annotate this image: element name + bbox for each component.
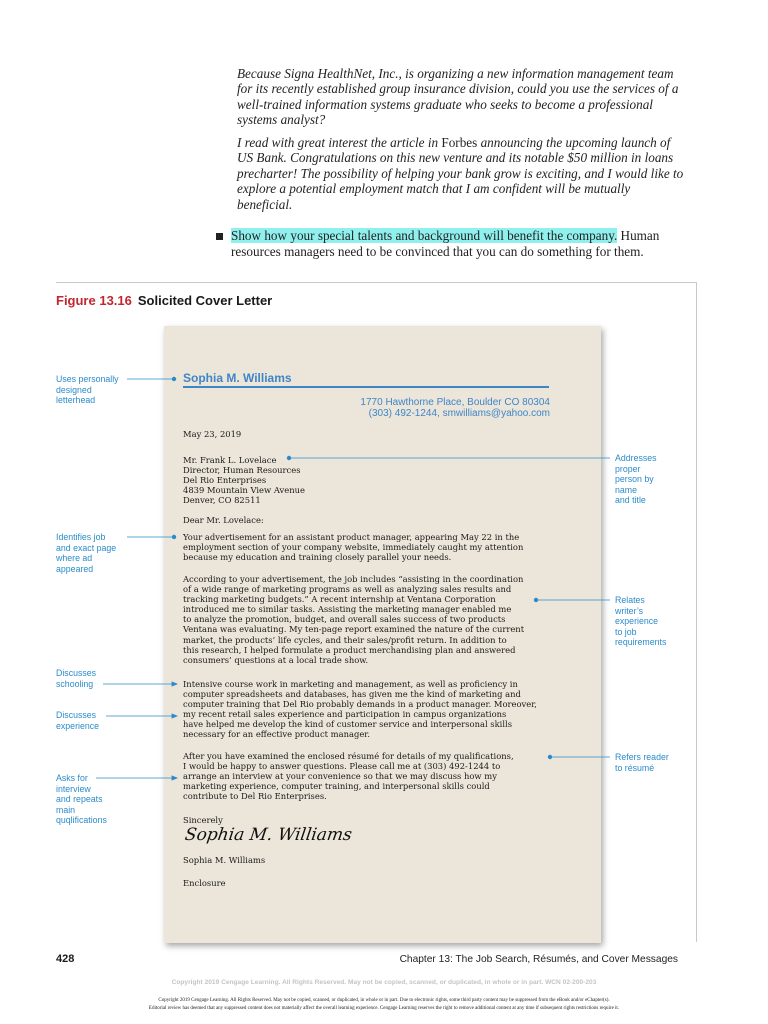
letter-line: consumers’ questions at a local trade show.	[183, 654, 369, 665]
annotation-line: Discusses	[56, 668, 97, 678]
complimentary-close: Sincerely	[183, 815, 223, 825]
annotation-line: person by	[615, 474, 654, 485]
letter-date: May 23, 2019	[183, 429, 242, 439]
connector-dot-relates-experience	[534, 598, 538, 602]
annotation-line: designed	[56, 384, 92, 395]
running-footer-chapter: Chapter 13: The Job Search, Résumés, and Cover Messages	[399, 954, 678, 965]
address-line: Del Rio Enterprises	[183, 475, 267, 486]
enclosure-notation: Enclosure	[183, 878, 226, 888]
letter-line: Intensive course work in marketing and management, as well as proficiency in	[183, 679, 518, 689]
connector-dot-letterhead	[172, 377, 176, 381]
highlighted-text: Show how your special talents and background will benefit the company.	[231, 228, 618, 243]
typed-name: Sophia M. Williams	[183, 855, 266, 865]
letter-line: According to your advertisement, the job includes “assisting in the coordination	[183, 574, 524, 584]
letter-line: this research, I helped formulate a product merchandising plan and answered	[183, 644, 516, 655]
letter-line: Your advertisement for an assistant product manager, appearing May 22 in the	[183, 532, 520, 542]
example-text: I read with great interest the article in	[237, 135, 442, 150]
address-line: Mr. Frank L. Lovelace	[183, 455, 277, 465]
annotation-line: Uses personally	[56, 374, 119, 384]
letter-line: my recent retail sales experience and participation in campus organizations	[183, 709, 507, 720]
annotation-line: Asks for	[56, 773, 88, 783]
letterhead-address: 1770 Hawthorne Place, Boulder CO 80304	[360, 397, 550, 408]
copyright-line: Copyright 2019 Cengage Learning. All Rights Reserved. May not be copied, scanned, or duplicated, in whole or in part. Due to electronic rights, some third party content may be suppressed from the eBook and/or eChapter(s).	[158, 998, 610, 1003]
letter-line: computer training that Del Rio probably demands in a product manager. Moreover,	[183, 699, 537, 710]
connector-arrow-experience	[172, 714, 177, 718]
annotation-line: to job	[615, 626, 637, 637]
annotation-line: appeared	[56, 563, 94, 574]
annotation-line: and title	[615, 495, 646, 506]
address-line: Denver, CO 82511	[183, 495, 261, 506]
bullet-body: Human resources managers need to be convinced that you can do something for them.	[231, 228, 660, 259]
figure-number: Figure 13.16	[56, 293, 132, 308]
annotation-line: Refers reader	[615, 752, 669, 762]
publication-name: Forbes	[441, 135, 478, 150]
annotation-line: experience	[615, 616, 659, 627]
letter-line: contribute to Del Rio Enterprises.	[183, 791, 327, 802]
address-line: 4839 Mountain View Avenue	[183, 485, 305, 496]
connector-dot-refers-resume	[548, 755, 552, 759]
annotation-line: letterhead	[56, 395, 96, 406]
letter-line: tracking marketing budgets.” A recent internship at Ventana Corporation	[183, 594, 496, 605]
annotation-line: main	[56, 804, 76, 815]
example-text: announcing the upcoming launch of US Bank. Congratulations on this new venture and its notable $50 million in loans precharter! The possibility of helping your bank grow is exciting, and I would like to explore a potential employment match that I am confident will be mutually beneficial.	[237, 135, 684, 212]
salutation: Dear Mr. Lovelace:	[183, 515, 264, 525]
letter-line: I would be happy to answer questions. Please call me at (303) 492-1244 to	[183, 761, 501, 772]
annotation-line: Relates	[615, 595, 645, 605]
annotation-line: Addresses	[615, 453, 657, 463]
letterhead-name: Sophia M. Williams	[183, 371, 292, 385]
letter-line: Ventana was evaluating. My ten-page report examined the nature of the current	[183, 624, 525, 635]
annotation-line: name	[615, 484, 638, 495]
figure-caption: Solicited Cover Letter	[137, 293, 273, 308]
annotation-line: quqlifications	[56, 815, 107, 826]
page-number: 428	[56, 953, 75, 965]
example-opening-1: Because Signa HealthNet, Inc., is organizing a new information management team for its recently established group insurance division, could you use the services of a well-trained information systems graduate who seeks to become a professional systems analyst?	[237, 66, 679, 128]
annotation-line: interview	[56, 783, 91, 794]
annotation-line: Discusses	[56, 710, 97, 720]
copyright-notice	[0, 997, 768, 1012]
handwritten-signature: Sophia M. Williams	[183, 825, 354, 845]
annotation-line: where ad	[56, 553, 93, 564]
letter-line: arrange an interview at your convenience so that we may discuss how my	[183, 771, 497, 782]
letter-line: introduced me to similar tasks. Assisting the marketing manager enabled me	[183, 604, 512, 615]
letter-line: employment section of your company website, immediately caught my attention	[183, 542, 524, 553]
copyright-watermark: Copyright 2019 Cengage Learning. All Rights Reserved. May not be copied, scanned, or duplicated, in whole or in part. WCN 02-200-203	[171, 979, 597, 986]
letter-line: computer spreadsheets and databases, has given me the kind of marketing and	[183, 689, 521, 700]
connector-arrow-schooling	[172, 682, 177, 686]
annotation-line: and exact page	[56, 542, 117, 553]
annotation-line: Identifies job	[56, 532, 106, 542]
letter-line: of a wide range of marketing programs as well as analyzing sales results and	[183, 584, 512, 595]
annotation-line: schooling	[56, 678, 94, 689]
annotation-line: requirements	[615, 637, 667, 648]
annotation-line: writer’s	[615, 605, 644, 616]
letter-line: have helped me develop the kind of customer service and interpersonal skills	[183, 719, 513, 730]
letter-line: marketing experience, computer training, and interpersonal skills could	[183, 781, 490, 792]
letterhead-contact: (303) 492-1244, smwilliams@yahoo.com	[368, 408, 550, 419]
letter-line: because my education and training closely parallel your needs.	[183, 552, 452, 563]
letter-line: market, the products’ life cycles, and their sales/profit return. In addition to	[183, 634, 507, 645]
annotation-line: and repeats	[56, 794, 103, 805]
copyright-line: Editorial review has deemed that any suppressed content does not materially affect the overall learning experience. Cengage Learning reserves the right to remove additional content at any time if subsequent rights restrictions require it.	[148, 1005, 620, 1011]
connector-dot-addresses-person	[287, 456, 291, 460]
connector-arrow-interview	[172, 776, 177, 780]
address-line: Director, Human Resources	[183, 465, 301, 476]
annotation-line: experience	[56, 720, 100, 731]
annotation-line: to résumé	[615, 762, 655, 773]
connector-dot-identifies-job	[172, 535, 176, 539]
letter-line: to analyze the promotion, budget, and overall sales success of two products	[183, 614, 506, 625]
annotation-line: proper	[615, 463, 641, 474]
letter-line: necessary for an effective product manager.	[183, 729, 371, 740]
letter-line: After you have examined the enclosed résumé for details of my qualifications,	[183, 751, 514, 761]
